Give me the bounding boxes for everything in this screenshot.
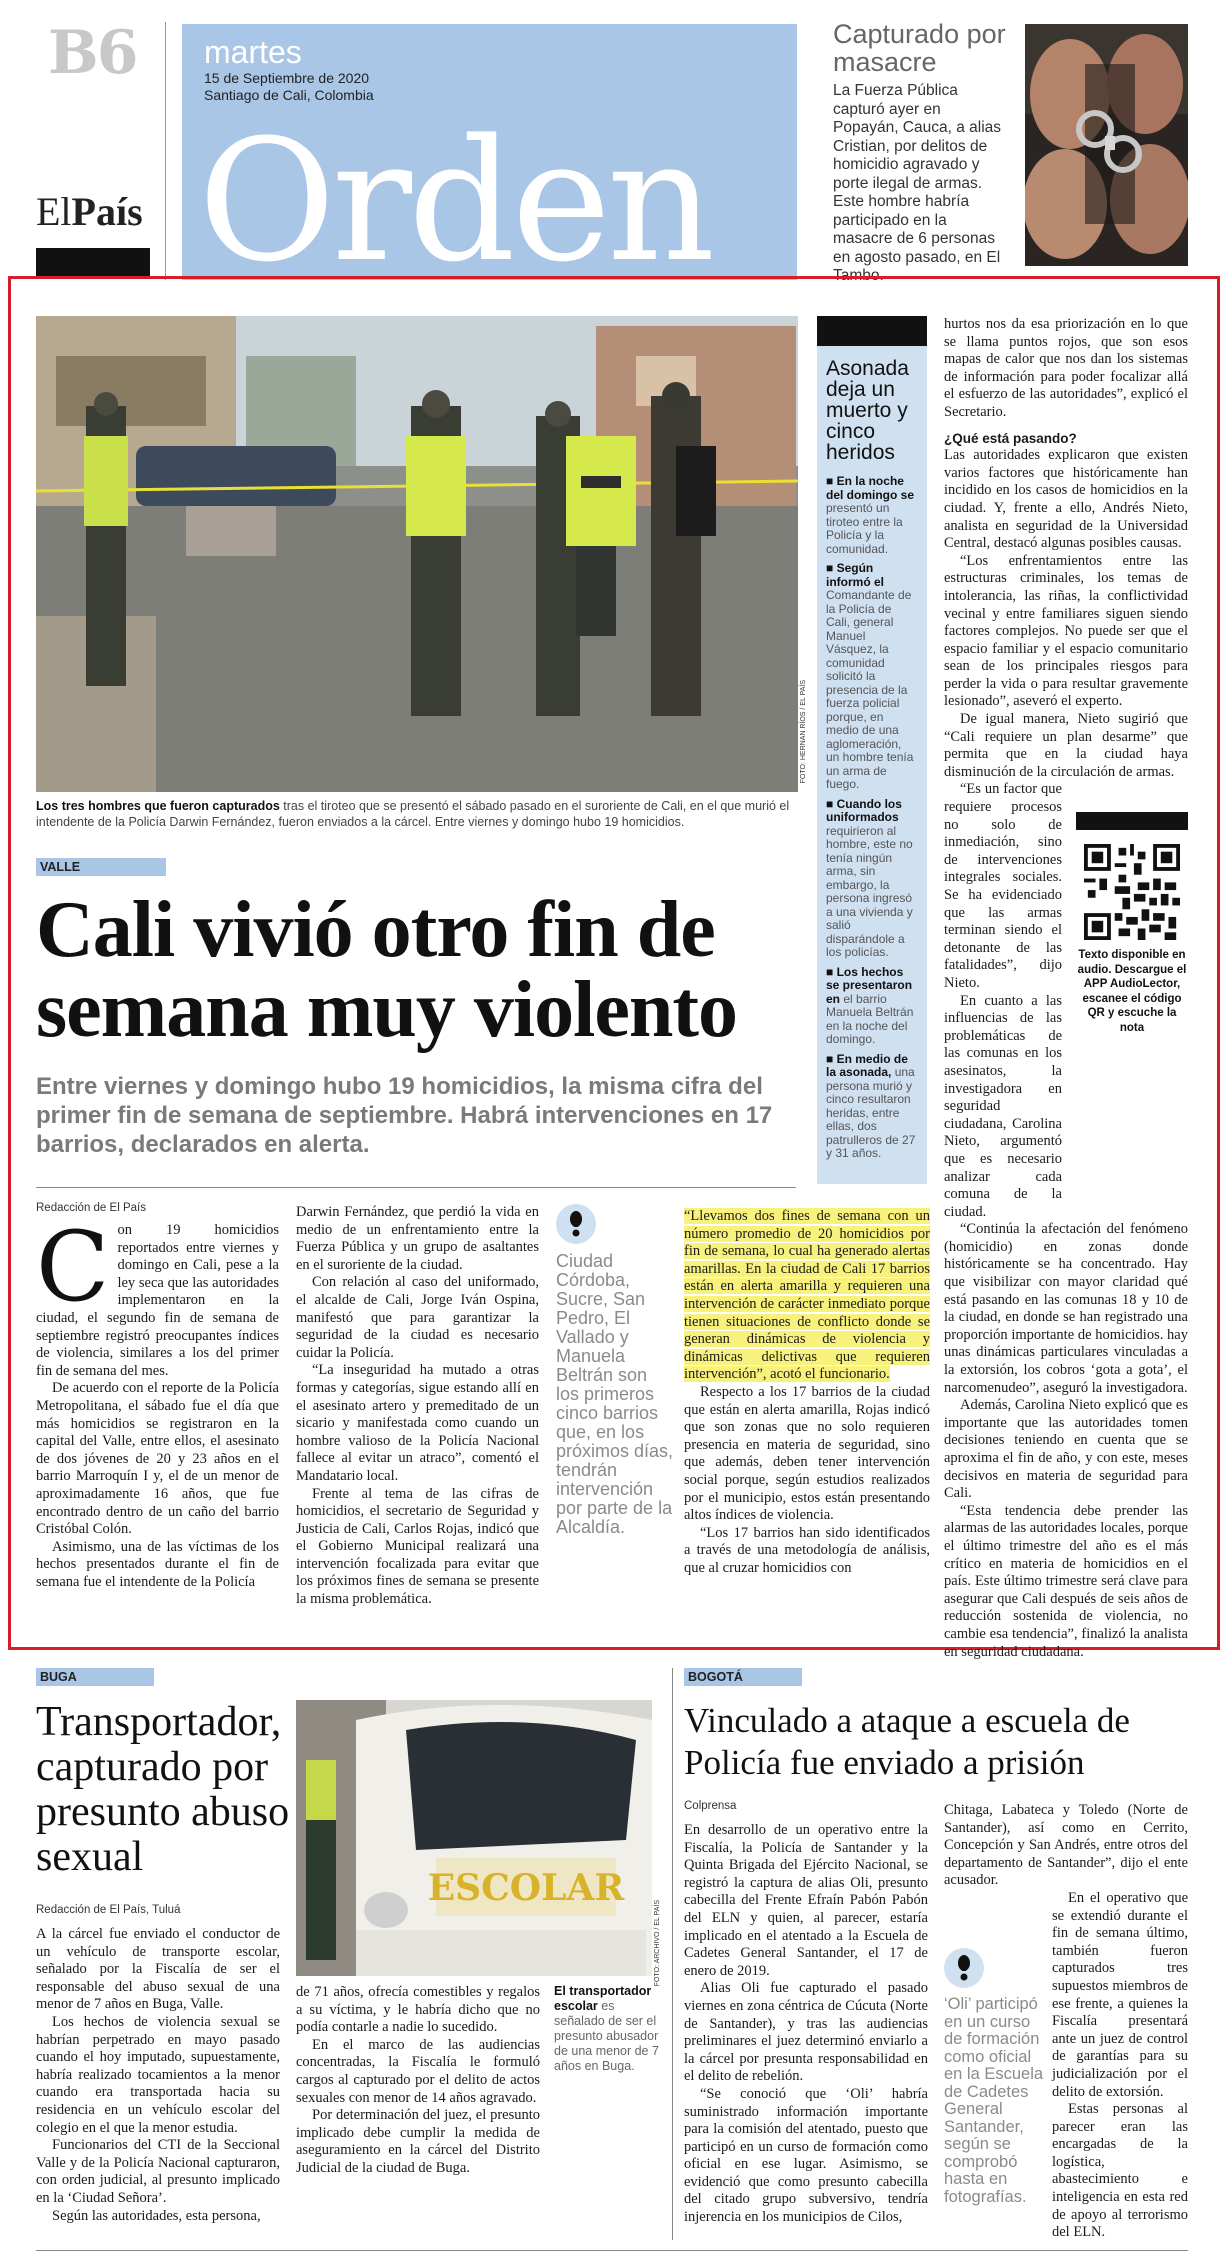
section-day: martes xyxy=(204,34,302,70)
subheading: ¿Qué está pasando? xyxy=(944,430,1077,446)
pull-quote: Ciudad Córdoba, Sucre, San Pedro, El Vallado y Manuela Beltrán son los primeros cinco barrios que, en los próximos días, tendrán intervención por parte de la Alcaldía. xyxy=(556,1251,674,1537)
bogota-column-1: En desarrollo de un operativo entre la Fiscalía, la Policía de Santander y la Quinta Brigada del Ejército Nacional, se registró la captura de alias Oli, presunto cabecilla del Frente Efraín Pabón Pabón del ELN y quien, al parecer, estaría implicado en el atentado a la Escuela de Cadetes General Santander, el 17 de enero de 2019. Alias Oli fue capturado el pasado viernes en zona céntrica de Cúcuta (Norte de Santander), y tras las audiencias preliminares el juez determinó enviarlo a la cárcel por presunta responsabilidad en el delito de rebelión. “Se conoció que ‘Oli’ habría suministrado información importante para la comisión del atentado, puesto que participó en un curso de formación como oficial en ese lugar. Asimismo, se evidenció que como presunto cabecilla del citado grupo subversivo, tendría injerencia en los municipios de Cilos, xyxy=(684,1822,928,2226)
buga-caption: El transportador escolar es señalado de ser el presunto abusador de una menor de 7 años en Buga. xyxy=(554,1984,659,2073)
exclamation-icon xyxy=(556,1204,596,1244)
deck-divider xyxy=(36,1187,796,1188)
teaser-story[interactable] xyxy=(833,20,1009,286)
qr-code-icon[interactable] xyxy=(1084,844,1180,940)
sidebar-item: ■ Cuando los uniformados requirieron al hombre, este no tenía ningún arma, sin embargo, la persona ingresó a una vivienda y salió disparándole a los policías. xyxy=(826,796,913,959)
highlighted-quote: “Llevamos dos fines de semana con un número promedio de 20 homicidios por fin de semana, lo cual ha generado alertas amarillas. En la ciudad de Cali 17 barrios están en alerta amarilla y requieren una intervención de carácter inmediato porque tienen situaciones de conflicto donde se generan dinámicas de violencia y dinámicas delictivas que requieren intervención”, acotó el funcionario. xyxy=(684,1208,930,1383)
main-column-5: hurtos nos da esa priorización en lo que se llama puntos rojos, que son esos mapas de calor que nos dan los sistemas de información para poder focalizar allá el esfuerzo de las autoridades”, explicó el Secretario. ¿Qué está pasando? Las autoridades explicaron que existen varios factores que históricamente han incidido en los casos de homicidios en la ciudad. Y, frente a ello, Andrés Nieto, analista en seguridad de la Universidad Central, destacó algunas posibles causas. “Los enfrentamientos entre las estructuras criminales, los temas de intolerancia, las riñas, la conflictividad vecinal y entre familiares siguen siendo factores complejos. No puede ser que el espacio familiar y el espacio comunitario sean de los principales riesgos para perder la vida o para resultar gravemente lesionado”, aseveró el experto. De igual manera, Nieto sugirió que “Cali requiere un plan desarme” que permita que en la ciudad haya disminución de la circulación de armas. “Es un factor que requiere procesos no solo de inmediación, sino de intervenciones integrales sociales. Se ha evidenciado que las armas terminan siendo el detonante de las fatalidades”, dijo Nieto. En cuanto a las influencias de las problemáticas de las comunas en los asesinatos, la investigadora en seguridad ciudadana, Carolina Nieto, argumentó que es necesario analizar cada comuna de la ciudad. “Continúa la afectación del fenómeno (homicidio) en zonas donde históricamente se ha concentrado. Hay que visibilizar con mayor claridad qué está pasando en las comunas 18 y 10 de la ciudad, en donde se han registrado una proporción importante de homicidios. hay unas dinámicas particulares vinculadas a la extorsión, los cobros ‘gota a gota’, el narcomenudeo”, aseguró la investigadora. Además, Carolina Nieto explicó que es importante que las autoridades tomen decisiones teniendo en cuenta que se aproxima el fin de año, y con este, meses decisivos en materia de seguridad para Cali. “Esta tendencia debe prender las alarmas de las autoridades locales, porque el último trimestre del año es el más crítico en materia de homicidios en el país. Este último trimestre será clave para asegurar que Cali después de seis años de reducción sostenida de violencia, no cambie esa tendencia”, finalizó la analista en seguridad ciudadana. xyxy=(944,316,1188,1660)
page-number: B6 xyxy=(48,18,137,88)
buga-column-1: A la cárcel fue enviado el conductor de un vehículo de transporte escolar, señalado por la Fiscalía de ser el responsable del abuso sexual de una menor de 7 años en Buga, Valle. Los hechos de violencia sexual se habrían perpetrado en mayo pasado cuando el hoy imputado, supuestamente, habría realizado tocamientos a la menor cuando era transportada hacia su residencia en un vehículo escolar del colegio en el que la menor estudia. Funcionarios del CTI de la Seccional Valle y de la Policía Nacional capturaron, con orden judicial, al presunto implicado en la ‘Ciudad Señora’. Según las autoridades, esta persona, xyxy=(36,1926,280,2224)
bogota-headline[interactable]: Vinculado a ataque a escuela de Policía fue enviado a prisión xyxy=(684,1701,1130,1782)
bus-sign: ESCOLAR xyxy=(427,1867,625,1909)
masthead-divider xyxy=(165,22,166,280)
column-divider xyxy=(672,1668,673,2240)
section-tag: VALLE xyxy=(36,858,166,876)
buga-caption-lead: El transportador escolar xyxy=(554,1984,652,2013)
section-banner xyxy=(182,24,797,280)
section-name: Orden xyxy=(198,103,712,280)
section-tag: BUGA xyxy=(36,1668,154,1686)
main-column-1: Con 19 homicidios reportados entre viernes y domingo en Cali, pese a la ley seca que las autoridades implementaron en la ciudad, el segundo fin de semana de septiembre registró preocupantes índices de violencia, similares a los del primer fin de semana del mes. De acuerdo con el reporte de la Policía Metropolitana, el sábado fue el día que más homicidios se registraron en la capital del Valle, entre ellos, el asesinato de dos jóvenes de 20 y 23 años en el barrio Marroquín I y, el de un menor de aproximadamente 16 años, que fue encontrado dentro de un caño del barrio Cristóbal Colón. Asimismo, una de las víctimas de los hechos presentados durante el fin de semana fue el intendente de la Policía xyxy=(36,1211,279,1590)
pull-quote-block xyxy=(556,1204,674,1537)
main-deck: Entre viernes y domingo hubo 19 homicidios, la misma cifra del primer fin de semana de septiembre. Habrá intervenciones en 17 barrios, declarados en alerta. xyxy=(36,1073,773,1158)
caption-text: tras el tiroteo que se presentó el sábado pasado en el suroriente de Cali, en el que murió el intendente de la Policía Darwin Fernández, fueron enviados a la cárcel. Entre viernes y domingo hubo 19 homicidios. xyxy=(36,799,790,829)
photo-credit: FOTO: ARCHIVO / EL PAÍS xyxy=(654,1900,661,1987)
photo-caption xyxy=(36,798,798,830)
school-bus-photo xyxy=(296,1700,652,1976)
logo-light: El xyxy=(36,189,72,234)
sidebar-item: ■ Según informó el Comandante de la Policía de Cali, general Manuel Vásquez, la comunidad solicitó la presencia de la fuerza policial porque, en medio de una aglomeración, un hombre tenía un arma de fuego. xyxy=(826,561,914,791)
buga-column-2: de 71 años, ofrecía comestibles y regalos a su víctima, y le habría dicho que no podía contarle a nadie lo sucedido. En el marco de las audiencias concentradas, la Fiscalía le formuló cargos al capturado por el delito de actos sexuales con menor de 14 años agravado. Por determinación del juez, el presunto implicado debe cumplir la medida de aseguramiento en la cárcel del Distrito Judicial de la ciudad de Buga. xyxy=(296,1984,540,2176)
sidebar-topbar xyxy=(817,316,927,346)
page-bottom-rule xyxy=(36,2250,1188,2251)
main-byline: Redacción de El País xyxy=(36,1202,146,1214)
qr-audio-box xyxy=(1076,812,1188,1039)
section-date-block xyxy=(204,70,374,104)
bogota-column-2: Chitaga, Labateca y Toledo (Norte de Santander), así como en Cerrito, Concepción y San Andrés, entre otros del departamento de Santander”, dijo el ente acusador. En el operativo que se extendió durante el fin de semana último, también fueron capturados tres supuestos miembros de ese frente, a quienes la Fiscalía presentará ante un juez de control de garantías para su judicialización por el delito de extorsión. Estas personas al parecer eran las encargadas de la logística, abastecimiento e inteligencia en esta red de apoyo al terrorismo del ELN. xyxy=(944,1802,1188,2241)
bogota-pull-quote-block xyxy=(944,1948,1044,2206)
section-date: 15 de Septiembre de 2020 xyxy=(204,70,370,86)
caption-lead: Los tres hombres que fueron capturados xyxy=(36,799,280,813)
newspaper-logo xyxy=(36,188,143,235)
buga-headline[interactable]: Transportador, capturado por presunto abuso sexual xyxy=(36,1699,290,1880)
sidebar-title: Asonada deja un muerto y cinco heridos xyxy=(826,357,909,464)
sidebar-item: ■ Los hechos se presentaron en el barrio Manuela Beltrán en la noche del domingo. xyxy=(826,964,914,1046)
photo-credit: FOTO: HERNAN RÍOS / EL PAÍS xyxy=(800,680,807,784)
logo-bold: País xyxy=(71,189,143,234)
main-headline[interactable]: Cali vivió otro fin de semana muy violento xyxy=(36,886,737,1054)
sidebar-item: ■ En medio de la asonada, una persona murió y cinco resultaron heridas, entre ellas, dos patrulleros de 27 y 31 años. xyxy=(826,1051,916,1160)
sidebar-box xyxy=(817,316,927,1184)
drop-cap: C xyxy=(36,1211,110,1323)
main-column-2: Darwin Fernández, que perdió la vida en medio de un enfrentamiento entre la Fuerza Pública y un grupo de asaltantes en el suroriente de la ciudad. Con relación al caso del uniformado, el alcalde de Cali, Jorge Iván Ospina, manifestó que para garantizar la seguridad de la ciudad es necesario cuidar la Policía. “La inseguridad ha mutado a otras formas y categorías, sigue estando allí en el asesinato artero y premeditado de un sicario y manifestada como cuando un hombre valioso de la Policía Nacional fallece al evitar un atraco”, comentó el Mandatario local. Frente al tema de las cifras de homicidios, el secretario de Seguridad y Justicia de Cali, Carlos Rojas, indicó que el Gobierno Municipal realizará una intervención focalizada para evitar que los próximos fines de semana se presente la misma problemática. xyxy=(296,1204,539,1608)
teaser-title[interactable]: Capturado por masacre xyxy=(833,19,1006,77)
section-tag: BOGOTÁ xyxy=(684,1668,802,1686)
buga-byline: Redacción de El País, Tuluá xyxy=(36,1904,181,1916)
main-column-4: “Llevamos dos fines de semana con un número promedio de 20 homicidios por fin de semana, lo cual ha generado alertas amarillas. En la ciudad de Cali 17 barrios están en alerta amarilla y requieren una intervención de carácter inmediato porque tienen situaciones de conflicto donde se generan dinámicas de violencia y dinámicas delictivas que requieren intervención”, acotó el funcionario. Respecto a los 17 barrios de la ciudad que están en alerta amarilla, Rojas indicó que son zonas que no solo requieren presencia en materia de seguridad, sino que además, deben tener intervención social porque, según estudios realizados por el municipio, estos están presentando altos índices de violencia. “Los 17 barrios han sido identificados a través de una metodología de análisis, que al cruzar homicidios con xyxy=(684,1208,930,1576)
pull-quote: ‘Oli’ participó en un curso de formación como oficial en la Escuela de Cadetes General Santander, según se comprobó hasta en fotografías. xyxy=(944,1995,1044,2206)
handcuffs-photo xyxy=(1025,24,1188,266)
logo-bar xyxy=(36,248,150,278)
sidebar-item: ■ En la noche del domingo se presentó un tiroteo entre la Policía y la comunidad. xyxy=(826,474,915,556)
section-location: Santiago de Cali, Colombia xyxy=(204,87,374,103)
qr-topbar xyxy=(1076,812,1188,830)
police-scene-photo xyxy=(36,316,798,792)
teaser-text: La Fuerza Pública capturó ayer en Popayán, Cauca, a alias Cristian, por delitos de homicidio agravado y porte ilegal de armas. Este hombre habría participado en la masacre de 6 personas en agosto pasado, en El Tambo. xyxy=(833,82,1002,284)
bogota-byline: Colprensa xyxy=(684,1800,737,1812)
qr-caption: Texto disponible en audio. Descargue el APP AudioLector, escanee el código QR y escuche la nota xyxy=(1077,949,1187,1034)
exclamation-icon xyxy=(944,1948,984,1988)
